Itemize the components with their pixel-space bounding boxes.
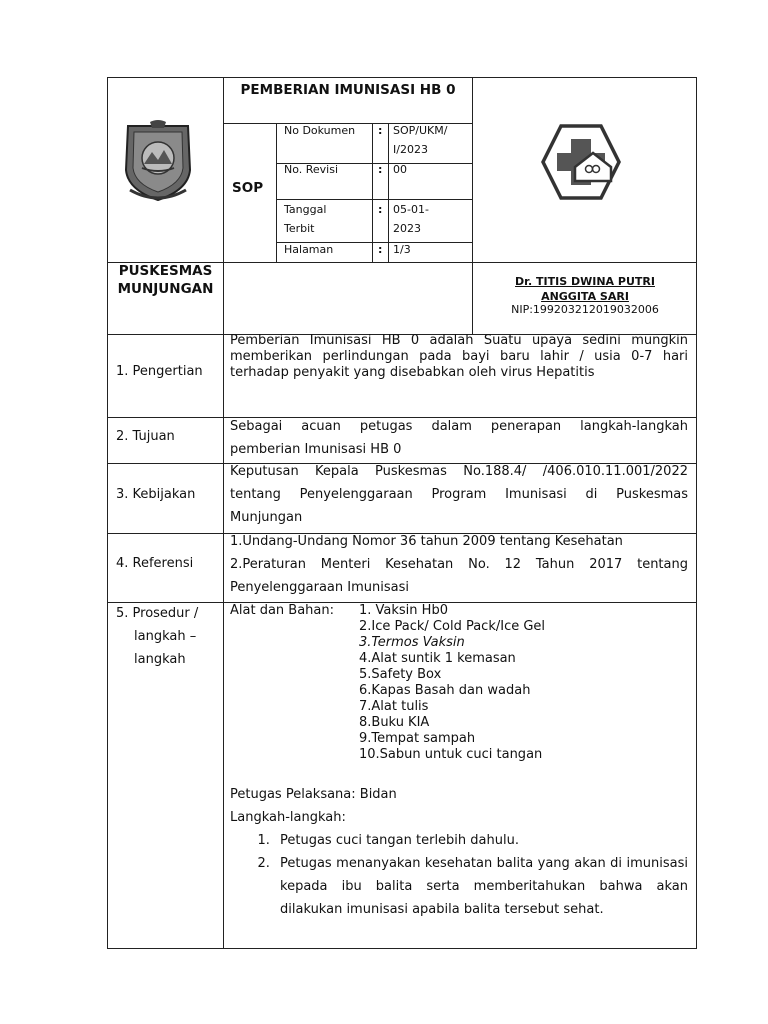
section-label-kebijakan: 3. Kebijakan xyxy=(116,487,196,502)
revision-label: No. Revisi xyxy=(284,163,339,176)
langkah-label: Langkah-langkah: xyxy=(230,810,346,825)
list-item: 10.Sabun untuk cuci tangan xyxy=(359,747,543,762)
list-item: 2. Petugas menanyakan kesehatan balita yang akan di imunisasi kepada ibu balita serta memberitahukan bahwa akan dilakukan imunisasi apabila balita tersebut sehat. xyxy=(274,852,688,921)
signer-name: Dr. TITIS DWINA PUTRI ANGGITA SARI xyxy=(515,275,655,303)
petugas-pelaksana: Petugas Pelaksana: Bidan xyxy=(230,787,397,802)
section-text-pengertian: Pemberian Imunisasi HB 0 adalah Suatu upaya sedini mungkin memberikan perlindungan pada bayi baru lahir / usia 0-7 hari terhadap penyakit yang disebabkan oleh virus Hepatitis xyxy=(230,333,688,380)
page-colon: : xyxy=(378,243,383,256)
section-text-tujuan: Sebagai acuan petugas dalam penerapan langkah-langkah pemberian Imunisasi HB 0 xyxy=(230,419,688,457)
page-label: Halaman xyxy=(284,243,334,256)
referensi-item: 1.Undang-Undang Nomor 36 tahun 2009 tentang Kesehatan xyxy=(230,534,623,549)
doc-number-label: No Dokumen xyxy=(284,124,356,137)
section-label-pengertian: 1. Pengertian xyxy=(116,364,203,379)
section-text-kebijakan: Keputusan Kepala Puskesmas No.188.4/ /406.010.11.001/2022 tentang Penyelenggaraan Program Imunisasi di Puskesmas Munjungan xyxy=(230,464,688,525)
issue-date-colon: : xyxy=(378,203,383,216)
puskesmas-logo xyxy=(541,123,621,201)
alat-bahan-label: Alat dan Bahan: xyxy=(230,603,334,618)
section-label-referensi: 4. Referensi xyxy=(116,556,194,571)
list-item: 7.Alat tulis xyxy=(359,699,429,714)
alat-bahan-list xyxy=(359,603,545,763)
list-item: 1. Petugas cuci tangan terlebih dahulu. xyxy=(274,829,688,852)
page-value: 1/3 xyxy=(393,243,411,256)
revision-value: 00 xyxy=(393,163,407,176)
list-item: 9.Tempat sampah xyxy=(359,731,476,746)
list-item: 8.Buku KIA xyxy=(359,715,430,730)
regency-emblem-logo xyxy=(120,120,196,204)
section-label-prosedur: 5. Prosedur / langkah – langkah xyxy=(116,606,199,667)
list-item: 2.Ice Pack/ Cold Pack/Ice Gel xyxy=(359,619,546,634)
steps-list xyxy=(230,829,688,921)
list-item: 4.Alat suntik 1 kemasan xyxy=(359,651,516,666)
list-item: 3.Termos Vaksin xyxy=(359,635,465,650)
document-title: PEMBERIAN IMUNISASI HB 0 xyxy=(240,82,456,98)
referensi-item: 2.Peraturan Menteri Kesehatan No. 12 Tahun 2017 tentang Penyelenggaraan Imunisasi xyxy=(230,557,688,595)
sop-label: SOP xyxy=(232,180,264,196)
signer-nip: NIP:199203212019032006 xyxy=(511,303,659,316)
list-item: 6.Kapas Basah dan wadah xyxy=(359,683,531,698)
puskesmas-name: PUSKESMAS MUNJUNGAN xyxy=(117,263,214,297)
doc-number-colon: : xyxy=(378,124,383,137)
doc-number-value: SOP/UKM/ I/2023 xyxy=(393,124,448,156)
section-label-tujuan: 2. Tujuan xyxy=(116,429,175,444)
revision-colon: : xyxy=(378,163,383,176)
list-item: 5.Safety Box xyxy=(359,667,442,682)
list-item: 1. Vaksin Hb0 xyxy=(359,603,448,618)
issue-date-label: Tanggal Terbit xyxy=(284,203,327,235)
issue-date-value: 05-01- 2023 xyxy=(393,203,429,235)
